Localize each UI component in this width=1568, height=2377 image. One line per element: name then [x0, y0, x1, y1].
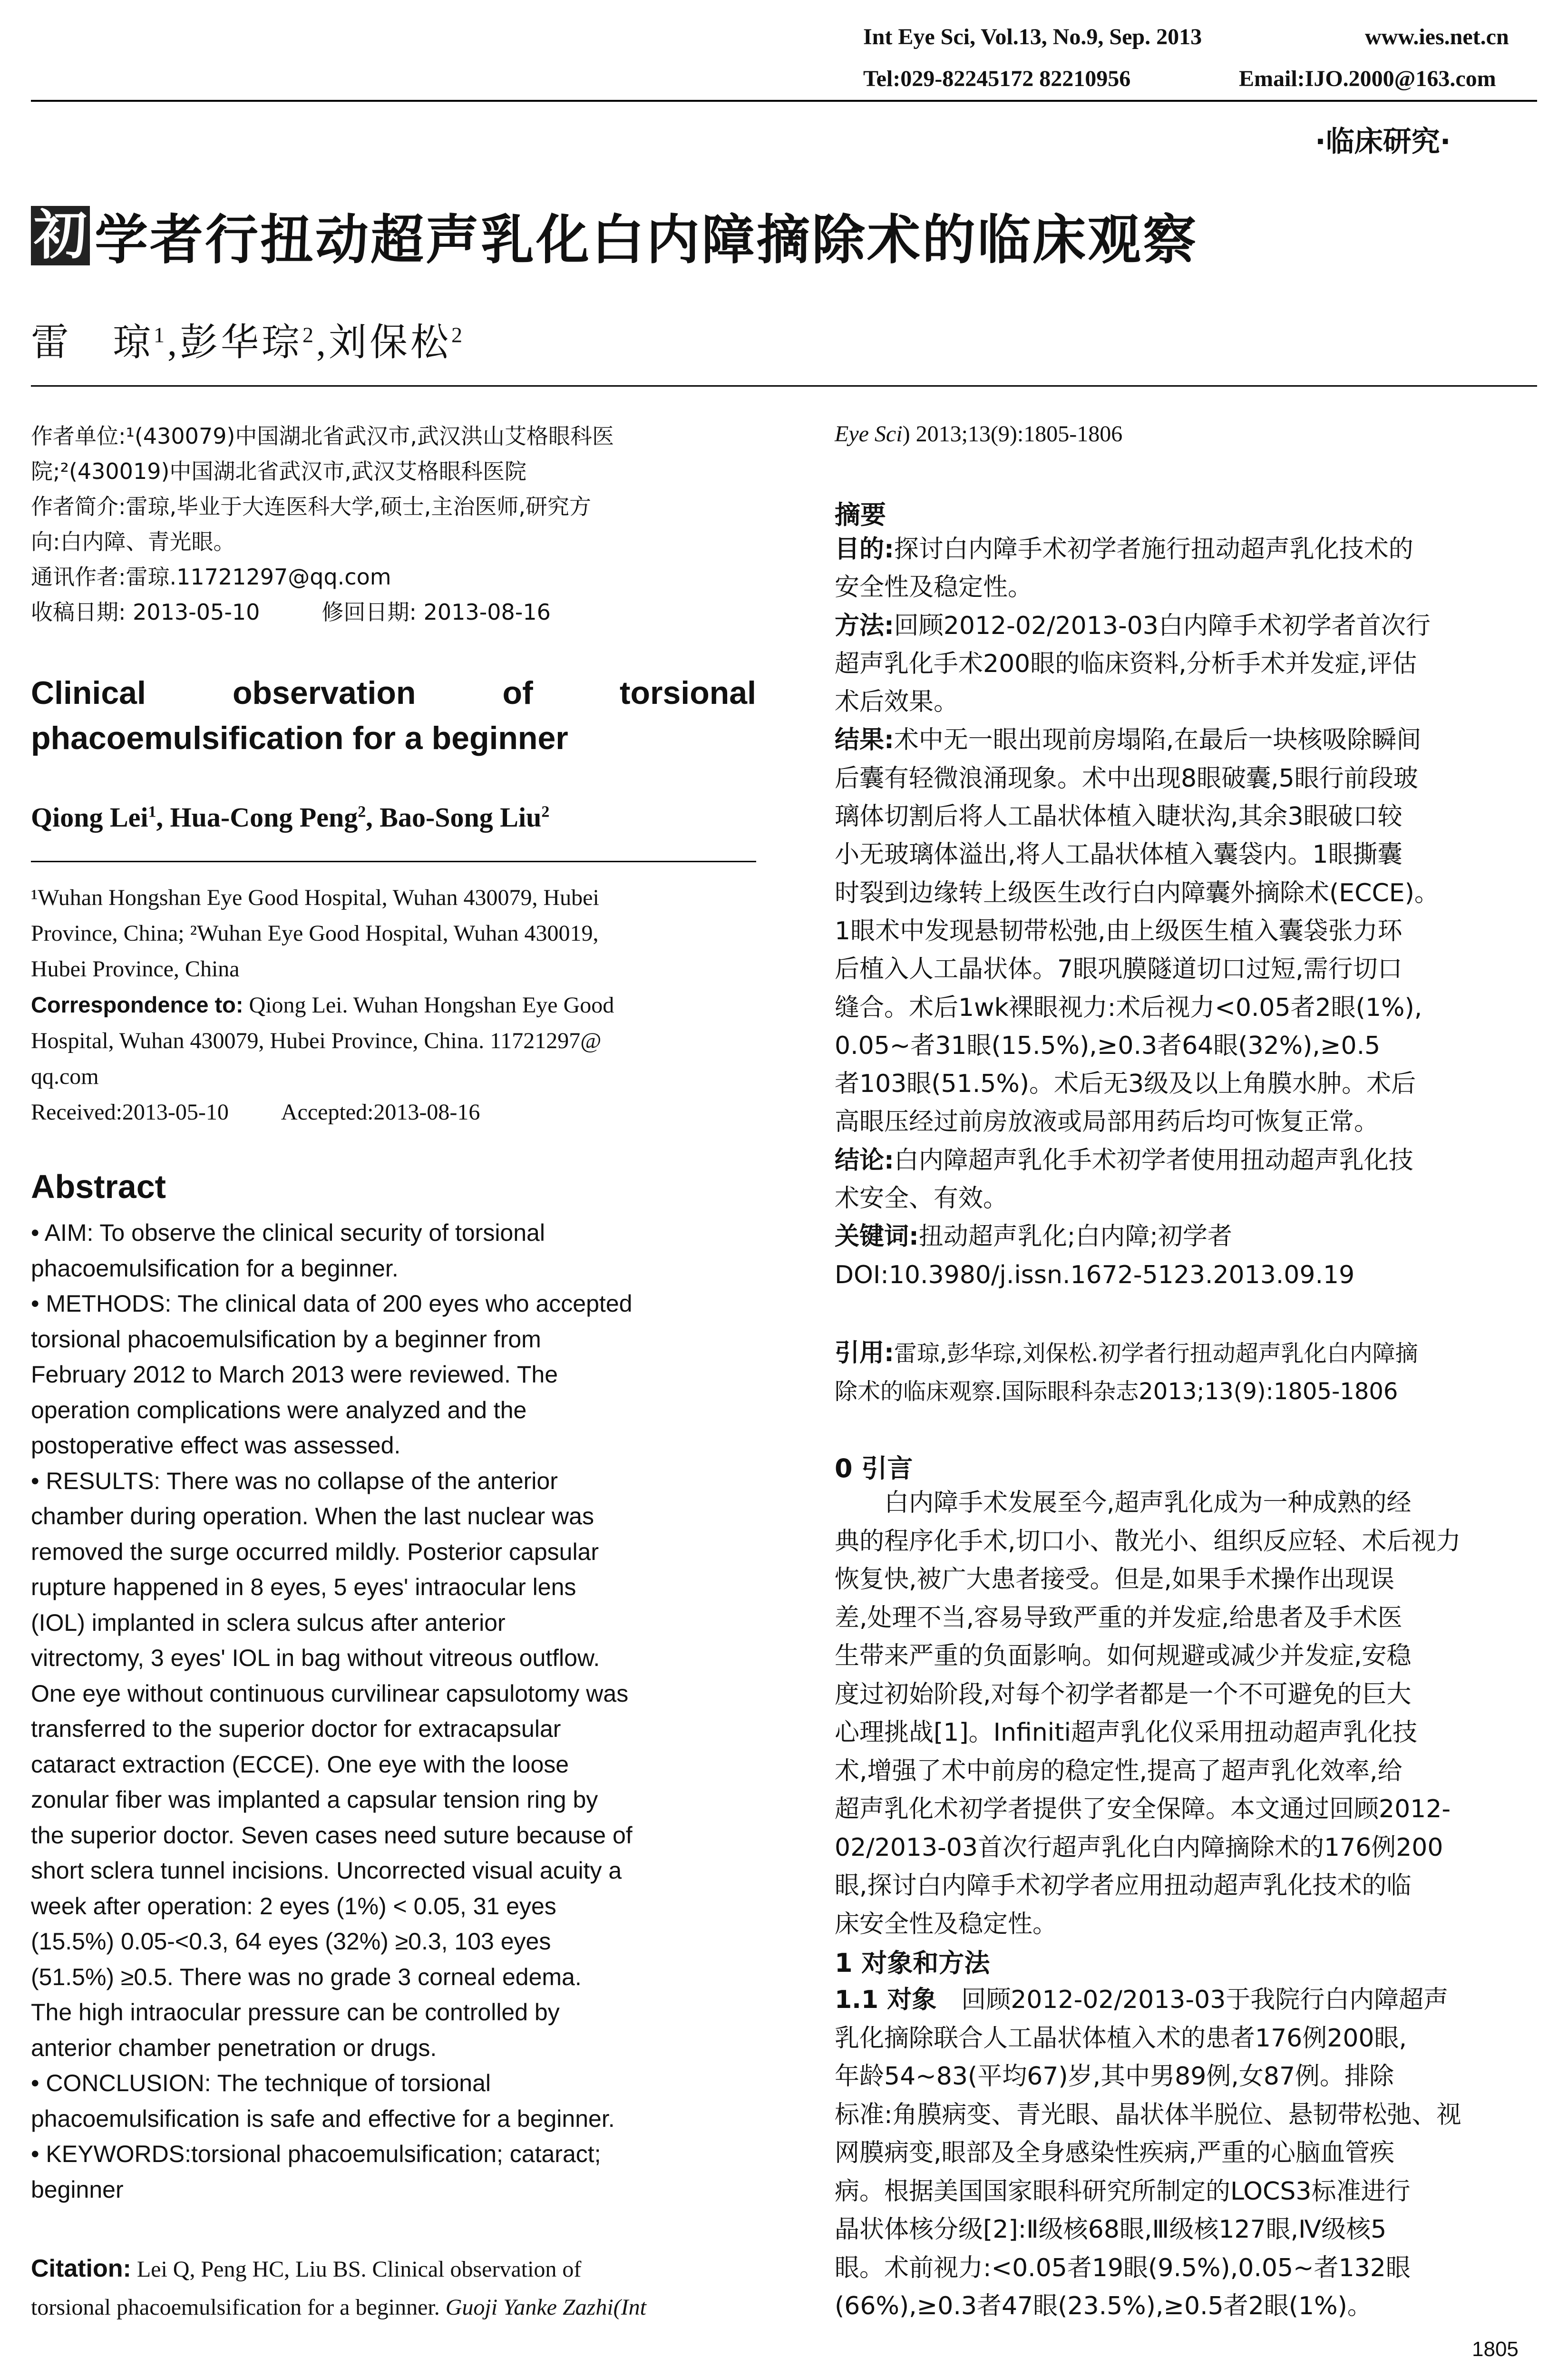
methods-line — [835, 2249, 1555, 2288]
affiliation-cn-line: 作者单位:¹(430079)中国湖北省武汉市,武汉洪山艾格眼科医 — [31, 423, 614, 449]
abstract-cn-line — [835, 912, 1555, 950]
abstract-en-line: (15.5%) 0.05-<0.3, 64 eyes (32%) ≥0.3, 103 eyes — [31, 1928, 551, 1955]
abstract-en — [31, 1215, 756, 2207]
author-en-2-sup: 2 — [358, 803, 366, 821]
abstract-en-line: vitrectomy, 3 eyes' IOL in bag without vitreous outflow. — [31, 1645, 600, 1671]
revised-date-cn: 修回日期: 2013-08-16 — [321, 599, 551, 625]
abstract-cn-text: 回顾2012-02/2013-03白内障手术初学者首次行 — [894, 611, 1431, 640]
journal-volume-line: Int Eye Sci, Vol.13, No.9, Sep. 2013 — [863, 24, 1202, 49]
abstract-cn-text: 1眼术中发现悬韧带松弛,由上级医生植入囊袋张力环 — [835, 916, 1402, 945]
abstract-en-line: short sclera tunnel incisions. Uncorrected visual acuity a — [31, 1857, 622, 1884]
author-en-1: Qiong Lei — [31, 802, 148, 833]
methods-line — [835, 2096, 1555, 2134]
title-en-word: of — [502, 675, 533, 711]
intro-line: 度过初始阶段,对每个初学者都是一个不可避免的巨大 — [835, 1680, 1412, 1709]
methods-text: 年龄54~83(平均67)岁,其中男89例,女87例。排除 — [835, 2062, 1394, 2091]
citation-cn-label: 引用: — [835, 1339, 894, 1367]
abstract-cn-text: DOI:10.3980/j.issn.1672-5123.2013.09.19 — [835, 1260, 1355, 1289]
page-number: 1805 — [1472, 2338, 1519, 2361]
abstract-en-line: zonular fiber was implanted a capsular tension ring by — [31, 1786, 598, 1813]
abstract-cn-label: 关键词: — [835, 1222, 919, 1251]
abstract-cn-text: 后囊有轻微浪涌现象。术中出现8眼破囊,5眼行前段玻 — [835, 764, 1418, 793]
author-cn-2-sup: 2 — [302, 322, 316, 347]
intro-line: 术,增强了术中前房的稳定性,提高了超声乳化效率,给 — [835, 1756, 1402, 1785]
intro-heading: 0 引言 — [835, 1453, 913, 1483]
abstract-heading: Abstract — [31, 1168, 166, 1205]
intro-line: 白内障手术发展至今,超声乳化成为一种成熟的经 — [835, 1489, 1412, 1517]
dates-cn — [31, 594, 756, 630]
citation-en-line — [31, 2289, 756, 2327]
abstract-cn-label: 结果: — [835, 726, 894, 755]
methods-line — [835, 2019, 1555, 2058]
methods-text: 乳化摘除联合人工晶状体植入术的患者176例200眼, — [835, 2024, 1407, 2053]
abstract-cn-line — [835, 721, 1555, 759]
author-cn-2: ,彭华琮 — [167, 322, 302, 364]
title-en-line-2: phacoemulsification for a beginner — [31, 720, 568, 756]
abstract-en-line: the superior doctor. Seven cases need suture because of — [31, 1822, 633, 1849]
abstract-cn-line — [835, 1179, 1555, 1218]
received-date-cn: 收稿日期: 2013-05-10 — [31, 599, 260, 625]
abstract-en-line: postoperative effect was assessed. — [31, 1432, 401, 1459]
methods-line — [835, 2134, 1555, 2172]
methods-line — [835, 2172, 1555, 2211]
abstract-cn-line — [835, 1065, 1555, 1103]
methods-text: 眼。术前视力:<0.05者19眼(9.5%),0.05~者132眼 — [835, 2253, 1411, 2282]
abstract-en-line: • CONCLUSION: The technique of torsional — [31, 2070, 491, 2096]
abstract-cn-text: 探讨白内障手术初学者施行扭动超声乳化技术的 — [894, 535, 1413, 564]
abstract-cn-text: 后植入人工晶状体。7眼巩膜隧道切口过短,需行切口 — [835, 955, 1402, 984]
citation-journal: Guoji Yanke Zazhi(Int — [445, 2295, 646, 2320]
journal-tel: Tel:029-82245172 82210956 — [863, 66, 1131, 91]
affiliation-cn — [31, 419, 756, 630]
abstract-cn-line — [835, 568, 1555, 606]
abstract-en-line: cataract extraction (ECCE). One eye with the loose — [31, 1751, 569, 1778]
methods-line — [835, 2287, 1555, 2326]
citation-en-line — [31, 2250, 756, 2289]
author-profile-line: 作者简介:雷琼,毕业于大连医科大学,硕士,主治医师,研究方 — [31, 494, 591, 519]
correspondence-en — [31, 987, 756, 1023]
title-en-word: observation — [232, 675, 416, 711]
journal-email: Email:IJO.2000@163.com — [1239, 66, 1496, 91]
methods-line — [835, 2057, 1555, 2096]
abstract-cn-line — [835, 836, 1555, 874]
abstract-en-line: torsional phacoemulsification by a beginner from — [31, 1325, 541, 1353]
methods-text: (66%),≥0.3者47眼(23.5%),≥0.5者2眼(1%)。 — [835, 2292, 1372, 2320]
methods-text: 标准:角膜病变、青光眼、晶状体半脱位、悬韧带松弛、视 — [835, 2100, 1461, 2129]
dates-en — [31, 1094, 756, 1130]
citation-en-cont-text: ) 2013;13(9):1805-1806 — [902, 421, 1123, 447]
intro-body — [835, 1484, 1555, 1943]
abstract-cn — [835, 530, 1555, 1294]
title-initial-badge: 初 — [31, 206, 90, 265]
author-en-3-sup: 2 — [541, 803, 550, 821]
citation-cn-line — [835, 1334, 1555, 1373]
citation-en-text: torsional phacoemulsification for a beginner. — [31, 2295, 446, 2320]
abstract-cn-line — [835, 874, 1555, 912]
affiliation-en-line: ¹Wuhan Hongshan Eye Good Hospital, Wuhan 430079, Hubei — [31, 885, 599, 910]
header-rule — [31, 100, 1537, 102]
abstract-en-line: • KEYWORDS:torsional phacoemulsification; cataract; — [31, 2141, 601, 2167]
abstract-cn-label: 目的: — [835, 535, 894, 564]
abstract-cn-text: 缝合。术后1wk裸眼视力:术后视力<0.05者2眼(1%), — [835, 993, 1422, 1022]
correspondence-text: Qiong Lei. Wuhan Hongshan Eye Good — [243, 993, 614, 1018]
abstract-cn-line — [835, 989, 1555, 1027]
abstract-cn-line — [835, 1141, 1555, 1179]
accepted-date-en: Accepted:2013-08-16 — [281, 1100, 480, 1125]
methods-text: 回顾2012-02/2013-03于我院行白内障超声 — [936, 1986, 1449, 2014]
abstract-cn-text: 0.05~者31眼(15.5%),≥0.3者64眼(32%),≥0.5 — [835, 1031, 1381, 1060]
title-text-cn: 学者行扭动超声乳化白内障摘除术的临床观察 — [95, 209, 1198, 271]
affiliation-en — [31, 880, 756, 1130]
abstract-cn-line — [835, 1103, 1555, 1141]
abstract-en-line: transferred to the superior doctor for extracapsular — [31, 1715, 561, 1742]
abstract-en-line: operation complications were analyzed and the — [31, 1396, 527, 1423]
citation-en — [31, 2250, 756, 2327]
author-cn-1-sup: 1 — [154, 322, 167, 347]
abstract-cn-text: 术后效果。 — [835, 688, 959, 717]
abstract-cn-text: 扭动超声乳化;白内障;初学者 — [918, 1222, 1232, 1251]
citation-en-text: Lei Q, Peng HC, Liu BS. Clinical observation of — [131, 2257, 582, 2282]
abstract-en-line: chamber during operation. When the last nuclear was — [31, 1503, 594, 1529]
citation-cn-line: 除术的临床观察.国际眼科杂志2013;13(9):1805-1806 — [835, 1378, 1398, 1405]
intro-line: 心理挑战[1]。Infiniti超声乳化仪采用扭动超声乳化技 — [835, 1718, 1417, 1747]
abstract-en-line: • METHODS: The clinical data of 200 eyes who accepted — [31, 1290, 633, 1317]
abstract-cn-text: 高眼压经过前房放液或局部用药后均可恢复正常。 — [835, 1108, 1379, 1137]
methods-line — [835, 2211, 1555, 2249]
abstract-en-line: rupture happened in 8 eyes, 5 eyes' intraocular lens — [31, 1574, 576, 1600]
intro-line: 差,处理不当,容易导致严重的并发症,给患者及手术医 — [835, 1603, 1402, 1632]
author-cn-3: ,刘保松 — [316, 322, 451, 364]
citation-cn — [835, 1334, 1555, 1411]
abstract-cn-heading: 摘要 — [835, 500, 886, 530]
methods-sub-label: 1.1 对象 — [835, 1986, 937, 2014]
authors-cn — [31, 312, 465, 366]
authors-en — [31, 801, 549, 833]
abstract-en-line: (51.5%) ≥0.5. There was no grade 3 corneal edema. — [31, 1963, 582, 1990]
abstract-cn-text: 术安全、有效。 — [835, 1184, 1008, 1213]
abstract-cn-text: 术中无一眼出现前房塌陷,在最后一块核吸除瞬间 — [894, 726, 1422, 755]
author-cn-3-sup: 2 — [451, 322, 465, 347]
abstract-en-line: removed the surge occurred mildly. Posterior capsular — [31, 1538, 599, 1565]
abstract-en-line: week after operation: 2 eyes (1%) < 0.05, 31 eyes — [31, 1892, 556, 1919]
abstract-cn-line — [835, 683, 1555, 721]
methods-text: 晶状体核分级[2]:Ⅱ级核68眼,Ⅲ级核127眼,Ⅳ级核5 — [835, 2215, 1387, 2244]
intro-line: 典的程序化手术,切口小、散光小、组织反应轻、术后视力 — [835, 1527, 1461, 1556]
abstract-cn-text: 小无玻璃体溢出,将人工晶状体植入囊袋内。1眼撕囊 — [835, 840, 1402, 869]
affiliation-cn-line: 院;²(430019)中国湖北省武汉市,武汉艾格眼科医院 — [31, 458, 527, 484]
intro-line: 恢复快,被广大患者接受。但是,如果手术操作出现误 — [835, 1565, 1395, 1594]
intro-line: 02/2013-03首次行超声乳化白内障摘除术的176例200 — [835, 1833, 1443, 1862]
abstract-en-line: anterior chamber penetration or drugs. — [31, 2034, 437, 2061]
abstract-cn-text: 安全性及稳定性。 — [835, 573, 1033, 602]
author-profile-line: 向:白内障、青光眼。 — [31, 529, 235, 555]
abstract-cn-line — [835, 645, 1555, 683]
abstract-cn-line — [835, 798, 1555, 836]
abstract-cn-line — [835, 607, 1555, 645]
abstract-cn-text: 璃体切割后将人工晶状体植入睫状沟,其余3眼破口较 — [835, 802, 1402, 831]
abstract-cn-text: 者103眼(51.5%)。术后无3级及以上角膜水肿。术后 — [835, 1070, 1416, 1099]
authors-rule — [31, 861, 756, 862]
title-en-word: torsional — [619, 675, 756, 711]
citation-cn-text: 雷琼,彭华琮,刘保松.初学者行扭动超声乳化白内障摘 — [894, 1340, 1418, 1367]
abstract-cn-line — [835, 530, 1555, 568]
author-en-1-sup: 1 — [148, 803, 156, 821]
abstract-cn-line — [835, 1218, 1555, 1256]
methods-text: 病。根据美国国家眼科研究所制定的LOCS3标准进行 — [835, 2177, 1411, 2206]
abstract-cn-line — [835, 1256, 1555, 1294]
affiliation-en-line: Hubei Province, China — [31, 956, 240, 982]
methods-body — [835, 1981, 1555, 2326]
intro-line: 床安全性及稳定性。 — [835, 1909, 1058, 1939]
intro-line: 生带来严重的负面影响。如何规避或减少并发症,安稳 — [835, 1642, 1412, 1670]
abstract-en-line: • RESULTS: There was no collapse of the anterior — [31, 1467, 558, 1494]
author-en-3: , Bao-Song Liu — [366, 802, 542, 833]
abstract-en-line: One eye without continuous curvilinear capsulotomy was — [31, 1680, 629, 1707]
journal-website: www.ies.net.cn — [1365, 24, 1509, 49]
abstract-cn-line — [835, 760, 1555, 798]
abstract-cn-line — [835, 950, 1555, 988]
abstract-cn-text: 时裂到边缘转上级医生改行白内障囊外摘除术(ECCE)。 — [835, 878, 1439, 907]
abstract-en-line: phacoemulsification for a beginner. — [31, 1255, 399, 1282]
abstract-en-line: phacoemulsification is safe and effective for a beginner. — [31, 2105, 615, 2132]
article-title-cn — [31, 204, 1198, 271]
correspondence-email: qq.com — [31, 1064, 99, 1089]
abstract-cn-line — [835, 1027, 1555, 1065]
intro-line: 眼,探讨白内障手术初学者应用扭动超声乳化技术的临 — [835, 1871, 1412, 1900]
citation-journal-cont: Eye Sci — [835, 421, 903, 447]
citation-en-continued — [835, 421, 1122, 447]
abstract-en-line: February 2012 to March 2013 were reviewed. The — [31, 1361, 558, 1388]
corresponding-author-cn: 通讯作者:雷琼.11721297@qq.com — [31, 564, 391, 590]
methods-text: 网膜病变,眼部及全身感染性疾病,严重的心脑血管疾 — [835, 2139, 1395, 2167]
abstract-en-line: The high intraocular pressure can be controlled by — [31, 1999, 560, 2026]
author-en-2: , Hua-Cong Peng — [156, 802, 358, 833]
author-cn-1: 雷 琼 — [31, 322, 154, 364]
affiliation-en-line: Province, China; ²Wuhan Eye Good Hospital, Wuhan 430019, — [31, 921, 599, 946]
title-rule — [31, 385, 1537, 387]
title-en-word: Clinical — [31, 675, 146, 711]
abstract-en-line: (IOL) implanted in sclera sulcus after anterior — [31, 1609, 506, 1636]
title-en-line-1 — [31, 671, 756, 716]
abstract-en-line: beginner — [31, 2176, 124, 2203]
abstract-cn-label: 方法: — [835, 611, 894, 640]
correspondence-text: Hospital, Wuhan 430079, Hubei Province, China. 11721297@ — [31, 1028, 602, 1053]
abstract-cn-text: 白内障超声乳化手术初学者使用扭动超声乳化技 — [894, 1146, 1413, 1175]
methods-line — [835, 1981, 1555, 2019]
abstract-cn-text: 超声乳化手术200眼的临床资料,分析手术并发症,评估 — [835, 649, 1417, 678]
citation-label: Citation: — [31, 2255, 131, 2282]
abstract-en-line: • AIM: To observe the clinical security of torsional — [31, 1219, 545, 1246]
intro-line: 超声乳化术初学者提供了安全保障。本文通过回顾2012- — [835, 1795, 1451, 1823]
article-title-en — [31, 671, 756, 761]
received-date-en: Received:2013-05-10 — [31, 1100, 229, 1125]
abstract-cn-label: 结论: — [835, 1146, 894, 1175]
correspondence-label: Correspondence to: — [31, 992, 243, 1017]
section-tag: ·临床研究· — [1315, 125, 1451, 158]
methods-heading: 1 对象和方法 — [835, 1948, 990, 1978]
